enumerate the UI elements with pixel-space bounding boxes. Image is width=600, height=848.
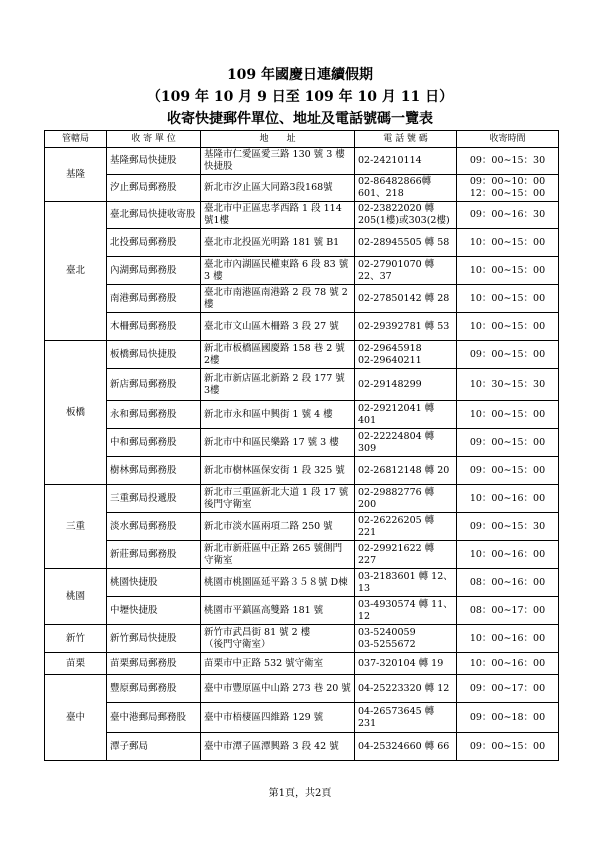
table-row	[45, 733, 559, 761]
table-row	[45, 285, 559, 313]
table-row	[45, 202, 559, 229]
table-row	[45, 625, 559, 653]
title-line-3: 收寄快捷郵件單位、地址及電話號碼一覽表	[167, 111, 433, 127]
cell-unit: 汐止郵局郵務股	[107, 175, 201, 202]
cell-unit: 臺中港郵局郵務股	[107, 703, 201, 733]
cell-phone: 04-26573645 轉 231	[355, 703, 457, 733]
cell-time: 10：00∼15：00	[457, 401, 559, 429]
cell-time: 10：00∼16：00	[457, 485, 559, 513]
cell-phone: 02-26812148 轉 20	[355, 457, 457, 485]
cell-address: 新北市三重區新北大道 1 段 17 號後門守衛室	[201, 485, 355, 513]
cell-time: 10：00∼15：00	[457, 229, 559, 257]
cell-phone: 02-29212041 轉 401	[355, 401, 457, 429]
cell-address: 桃園市平鎮區高雙路 181 號	[201, 597, 355, 625]
cell-address: 臺北市文山區木柵路 3 段 27 號	[201, 313, 355, 341]
table-row	[45, 229, 559, 257]
header-unit: 收 寄 單 位	[107, 131, 201, 148]
cell-unit: 永和郵局郵務股	[107, 401, 201, 429]
cell-address: 新北市中和區民樂路 17 號 3 樓	[201, 429, 355, 457]
cell-address: 新竹市武昌街 81 號 2 樓 （後門守衛室）	[201, 625, 355, 653]
cell-time: 10：00∼16：00	[457, 653, 559, 675]
cell-time: 10：00∼16：00	[457, 625, 559, 653]
table-row	[45, 257, 559, 285]
cell-phone: 04-25324660 轉 66	[355, 733, 457, 761]
cell-address: 基隆市仁愛區愛三路 130 號 3 樓快捷股	[201, 148, 355, 175]
cell-address: 新北市板橋區國慶路 158 巷 2 號 2樓	[201, 341, 355, 369]
cell-phone: 03-2183601 轉 12、13	[355, 569, 457, 597]
cell-area: 桃園	[45, 569, 107, 625]
cell-unit: 中壢快捷股	[107, 597, 201, 625]
table-row	[45, 369, 559, 401]
cell-time: 09：00∼16：30	[457, 202, 559, 229]
cell-phone: 04-25223320 轉 12	[355, 675, 457, 703]
cell-time: 08：00∼16：00	[457, 569, 559, 597]
cell-address: 苗栗市中正路 532 號守衛室	[201, 653, 355, 675]
cell-phone: 02-27901070 轉 22、37	[355, 257, 457, 285]
cell-address: 臺中市豐原區中山路 273 巷 20 號	[201, 675, 355, 703]
table-row	[45, 675, 559, 703]
cell-phone: 02-23822020 轉205(1樓)或303(2樓)	[355, 202, 457, 229]
header-area: 管轄局	[45, 131, 107, 148]
cell-area: 臺中	[45, 675, 107, 761]
cell-address: 新北市新莊區中正路 265 號側門守衛室	[201, 541, 355, 569]
cell-time: 08：00∼17：00	[457, 597, 559, 625]
cell-area: 基隆	[45, 148, 107, 202]
cell-unit: 中和郵局郵務股	[107, 429, 201, 457]
cell-area: 臺北	[45, 202, 107, 341]
table-row	[45, 401, 559, 429]
cell-time: 10：00∼16：00	[457, 541, 559, 569]
table-row	[45, 457, 559, 485]
cell-unit: 潭子郵局	[107, 733, 201, 761]
cell-time: 09：00∼18：00	[457, 703, 559, 733]
cell-address: 桃園市桃園區延平路３５８號 D棟	[201, 569, 355, 597]
table-header-row	[45, 131, 559, 148]
table-row	[45, 597, 559, 625]
cell-phone: 02-22224804 轉 309	[355, 429, 457, 457]
cell-unit: 北投郵局郵務股	[107, 229, 201, 257]
table-row	[45, 569, 559, 597]
table-row	[45, 341, 559, 369]
cell-time: 10：00∼15：00	[457, 257, 559, 285]
cell-unit: 豐原郵局郵務股	[107, 675, 201, 703]
cell-unit: 新店郵局郵務股	[107, 369, 201, 401]
table-row	[45, 148, 559, 175]
cell-phone: 03-5240059 03-5255672	[355, 625, 457, 653]
cell-area: 三重	[45, 485, 107, 569]
cell-unit: 苗栗郵局郵務股	[107, 653, 201, 675]
cell-unit: 木柵郵局郵務股	[107, 313, 201, 341]
cell-unit: 板橋郵局快捷股	[107, 341, 201, 369]
cell-phone: 03-4930574 轉 11、12	[355, 597, 457, 625]
cell-address: 新北市新店區北新路 2 段 177 號 3樓	[201, 369, 355, 401]
page-footer: 第1頁，共2頁	[268, 788, 332, 799]
cell-address: 新北市汐止區大同路3段168號	[201, 175, 355, 202]
cell-phone: 02-24210114	[355, 148, 457, 175]
cell-unit: 桃園快捷股	[107, 569, 201, 597]
table-body	[45, 148, 559, 761]
cell-phone: 02-28945505 轉 58	[355, 229, 457, 257]
cell-unit: 基隆郵局快捷股	[107, 148, 201, 175]
table-row	[45, 485, 559, 513]
cell-time: 09：00∼15：00	[457, 429, 559, 457]
cell-phone: 02-29882776 轉 200	[355, 485, 457, 513]
table-row	[45, 313, 559, 341]
cell-unit: 淡水郵局郵務股	[107, 513, 201, 541]
cell-phone: 02-29392781 轉 53	[355, 313, 457, 341]
cell-address: 臺中市潭子區潭興路 3 段 42 號	[201, 733, 355, 761]
cell-unit: 南港郵局郵務股	[107, 285, 201, 313]
cell-phone: 02-26226205 轉 221	[355, 513, 457, 541]
cell-phone: 02-29921622 轉 227	[355, 541, 457, 569]
cell-time: 10：00∼15：00	[457, 313, 559, 341]
cell-time: 09：00∼15：00	[457, 733, 559, 761]
cell-unit: 三重郵局投遞股	[107, 485, 201, 513]
table-row	[45, 653, 559, 675]
title-line-2: （109 年 10 月 9 日至 109 年 10 月 11 日）	[146, 89, 454, 105]
cell-phone: 02-29148299	[355, 369, 457, 401]
cell-area: 苗栗	[45, 653, 107, 675]
cell-unit: 樹林郵局郵務股	[107, 457, 201, 485]
table-row	[45, 703, 559, 733]
cell-phone: 037-320104 轉 19	[355, 653, 457, 675]
cell-address: 臺北市北投區光明路 181 號 B1	[201, 229, 355, 257]
header-phone: 電 話 號 碼	[355, 131, 457, 148]
cell-address: 臺中市梧棲區四維路 129 號	[201, 703, 355, 733]
cell-address: 新北市樹林區保安街 1 段 325 號	[201, 457, 355, 485]
cell-unit: 臺北郵局快捷收寄股	[107, 202, 201, 229]
post-office-table	[44, 130, 559, 761]
cell-phone: 02-86482866轉601、218	[355, 175, 457, 202]
header-time: 收寄時間	[457, 131, 559, 148]
table-row	[45, 175, 559, 202]
cell-unit: 新竹郵局快捷股	[107, 625, 201, 653]
cell-time: 09：00∼15：00	[457, 457, 559, 485]
cell-phone: 02-29645918 02-29640211	[355, 341, 457, 369]
table-row	[45, 429, 559, 457]
cell-address: 臺北市南港區南港路 2 段 78 號 2樓	[201, 285, 355, 313]
cell-address: 臺北市中正區忠孝西路 1 段 114號1樓	[201, 202, 355, 229]
cell-area: 板橋	[45, 341, 107, 485]
cell-time: 09：00∼17：00	[457, 675, 559, 703]
cell-unit: 內湖郵局郵務股	[107, 257, 201, 285]
cell-unit: 新莊郵局郵務股	[107, 541, 201, 569]
cell-time: 09：00∼15：00	[457, 341, 559, 369]
table-row	[45, 513, 559, 541]
cell-time: 09：00∼15：30	[457, 148, 559, 175]
cell-address: 新北市永和區中興街 1 號 4 樓	[201, 401, 355, 429]
cell-time: 10：30∼15：30	[457, 369, 559, 401]
cell-time: 09：00∼10：00 12：00∼15：00	[457, 175, 559, 202]
table-row	[45, 541, 559, 569]
cell-time: 10：00∼15：00	[457, 285, 559, 313]
header-address: 地 址	[201, 131, 355, 148]
cell-phone: 02-27850142 轉 28	[355, 285, 457, 313]
cell-time: 09：00∼15：30	[457, 513, 559, 541]
cell-address: 新北市淡水區兩項二路 250 號	[201, 513, 355, 541]
cell-area: 新竹	[45, 625, 107, 653]
cell-address: 臺北市內湖區民權東路 6 段 83 號3 樓	[201, 257, 355, 285]
title-line-1: 109 年國慶日連續假期	[226, 67, 374, 83]
